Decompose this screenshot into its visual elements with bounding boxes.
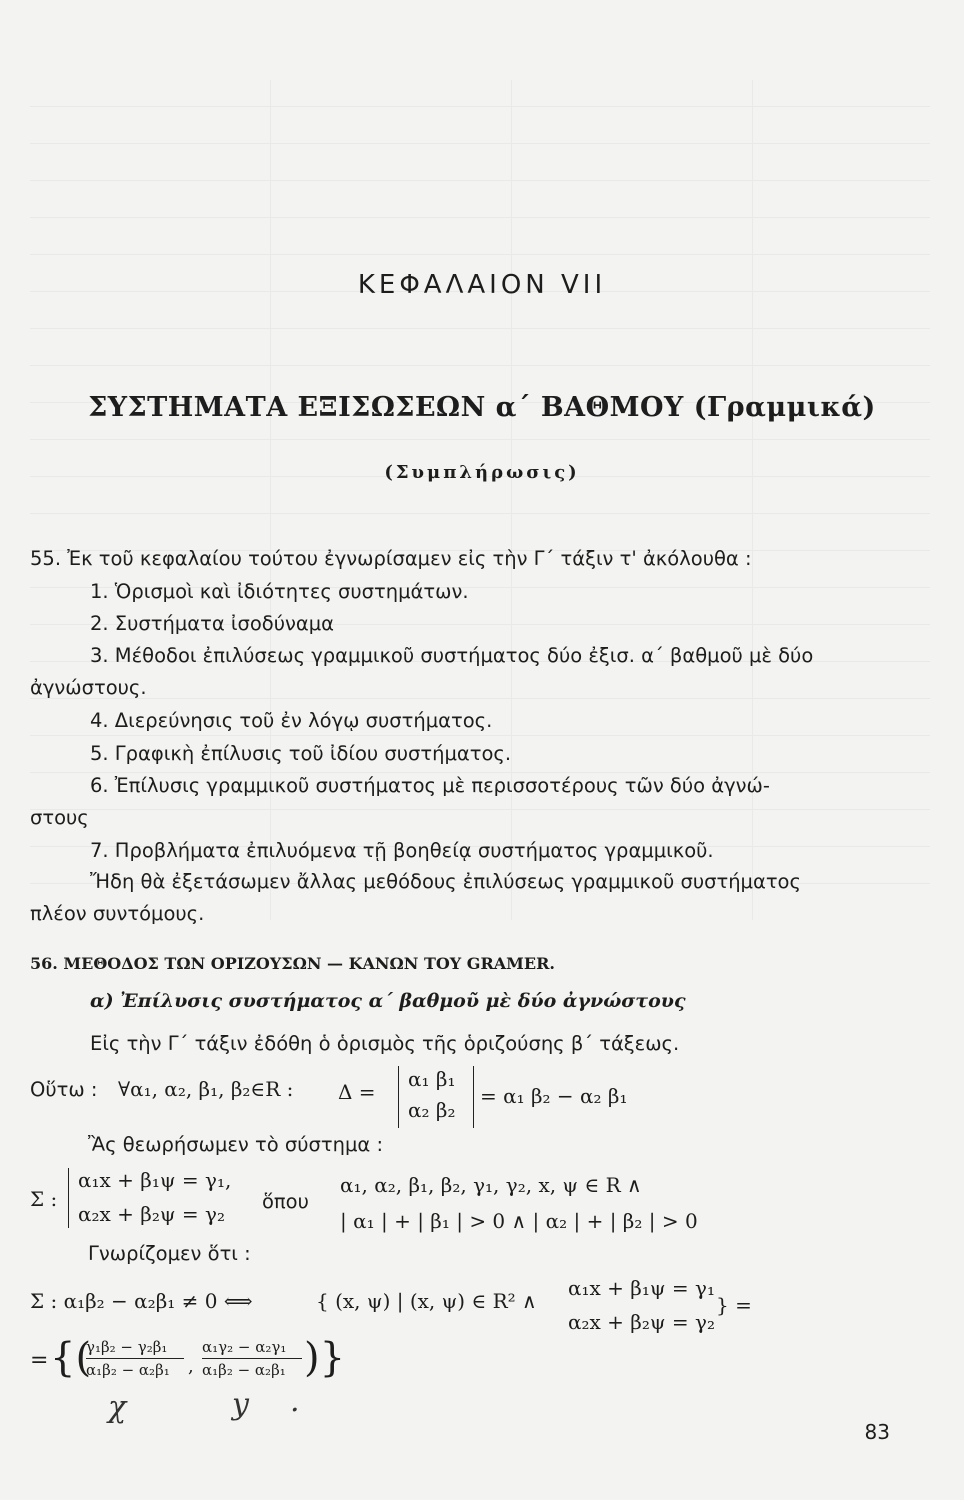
paragraph-line: Ἤδη θὰ ἐξετάσωμεν ἄλλας μεθόδους ἐπιλύσεως γραμμικοῦ συστήματος bbox=[90, 870, 801, 893]
fraction-1-denominator: α₁β₂ − α₂β₁ bbox=[86, 1361, 170, 1379]
list-item: 3. Μέθοδοι ἐπιλύσεως γραμμικοῦ συστήματος δύο ἐξισ. α΄ βαθμοῦ μὲ δύο bbox=[90, 644, 814, 667]
fraction-comma: , bbox=[188, 1356, 194, 1377]
system-row-2: α₂x + β₂ψ = γ₂ bbox=[568, 1310, 715, 1334]
result-brace-open: {( bbox=[50, 1335, 92, 1381]
list-item: 7. Προβλήματα ἐπιλυόμενα τῇ βοηθείᾳ συστήματος γραμμικοῦ. bbox=[90, 839, 714, 862]
condition-1: α₁, α₂, β₁, β₂, γ₁, γ₂, x, ψ ∈ R ∧ bbox=[340, 1173, 642, 1197]
list-item: 1. Ὁρισμοὶ καὶ ἰδιότητες συστημάτων. bbox=[90, 580, 469, 603]
paragraph-line: Γνωρίζομεν ὅτι : bbox=[88, 1242, 251, 1265]
equation-2: α₂x + β₂ψ = γ₂ bbox=[78, 1202, 225, 1226]
handwritten-x: χ bbox=[108, 1390, 127, 1425]
outo-label: Οὕτω : bbox=[30, 1078, 98, 1101]
condition-2: | α₁ | + | β₁ | > 0 ∧ | α₂ | + | β₂ | > 0 bbox=[340, 1209, 698, 1233]
determinant-value: = α₁ β₂ − α₂ β₁ bbox=[480, 1084, 628, 1108]
paragraph-line: Εἰς τὴν Γ΄ τάξιν ἐδόθη ὁ ὁρισμὸς τῆς ὁριζούσης β΄ τάξεως. bbox=[90, 1032, 680, 1055]
determinant-row-2: α₂ β₂ bbox=[408, 1098, 456, 1122]
handwritten-dot: . bbox=[290, 1384, 300, 1419]
section-heading: 56. ΜΕΘΟΔΟΣ ΤΩΝ ΟΡΙΖΟΥΣΩΝ — ΚΑΝΩΝ ΤΟΥ GRAMER. bbox=[30, 954, 555, 973]
list-item: 5. Γραφικὴ ἐπίλυσις τοῦ ἰδίου συστήματος. bbox=[90, 742, 512, 765]
result-brace-close: )} bbox=[304, 1335, 346, 1381]
list-item-continuation: ἀγνώστους. bbox=[30, 676, 147, 699]
set-close: } = bbox=[716, 1293, 752, 1317]
set-definition: { (x, ψ) | (x, ψ) ∈ R² ∧ bbox=[316, 1289, 537, 1313]
system-bar bbox=[68, 1168, 69, 1228]
chapter-title: ΣΥΣΤΗΜΑΤΑ ΕΞΙΣΩΣΕΩΝ α΄ ΒΑΘΜΟΥ (Γραμμικά) bbox=[88, 392, 876, 423]
paragraph-line: Ἂς θεωρήσωμεν τὸ σύστημα : bbox=[88, 1133, 384, 1156]
page-number: 83 bbox=[864, 1420, 890, 1444]
paragraph-line: πλέον συντόμους. bbox=[30, 902, 205, 925]
intro-line: 55. Ἐκ τοῦ κεφαλαίου τούτου ἐγνωρίσαμεν εἰς τὴν Γ΄ τάξιν τ' ἀκόλουθα : bbox=[30, 547, 752, 570]
result-equals: = bbox=[30, 1348, 49, 1373]
fraction-2-numerator: α₁γ₂ − α₂γ₁ bbox=[202, 1338, 287, 1356]
delta-label: Δ = bbox=[338, 1080, 376, 1104]
list-item-continuation: στους bbox=[30, 806, 89, 829]
list-item: 2. Συστήματα ἰσοδύναμα bbox=[90, 612, 335, 635]
handwritten-y: y bbox=[232, 1387, 249, 1422]
equivalence-expression: Σ : α₁β₂ − α₂β₁ ≠ 0 ⟺ bbox=[30, 1289, 253, 1313]
forall-expression: ∀α₁, α₂, β₁, β₂∈R : bbox=[118, 1077, 294, 1101]
fraction-2-line bbox=[202, 1358, 302, 1359]
list-item: 4. Διερεύνησις τοῦ ἐν λόγῳ συστήματος. bbox=[90, 709, 493, 732]
system-row-1: α₁x + β₁ψ = γ₁ bbox=[568, 1276, 715, 1300]
chapter-heading: ΚΕΦΑΛΑΙΟΝ VII bbox=[357, 270, 607, 300]
opou-label: ὅπου bbox=[262, 1190, 309, 1213]
sigma-label: Σ : bbox=[30, 1187, 58, 1211]
subsection-heading: α) Ἐπίλυσις συστήματος α΄ βαθμοῦ μὲ δύο ἀγνώστους bbox=[90, 990, 686, 1012]
fraction-2-denominator: α₁β₂ − α₂β₁ bbox=[202, 1361, 286, 1379]
chapter-subtitle: (Συμπλήρωσις) bbox=[384, 462, 580, 483]
equation-1: α₁x + β₁ψ = γ₁, bbox=[78, 1168, 232, 1192]
fraction-1-line bbox=[86, 1358, 184, 1359]
list-item: 6. Ἐπίλυσις γραμμικοῦ συστήματος μὲ περισσοτέρους τῶν δύο ἀγνώ- bbox=[90, 774, 770, 797]
fraction-1-numerator: γ₁β₂ − γ₂β₁ bbox=[86, 1338, 168, 1356]
determinant-row-1: α₁ β₁ bbox=[408, 1067, 456, 1091]
